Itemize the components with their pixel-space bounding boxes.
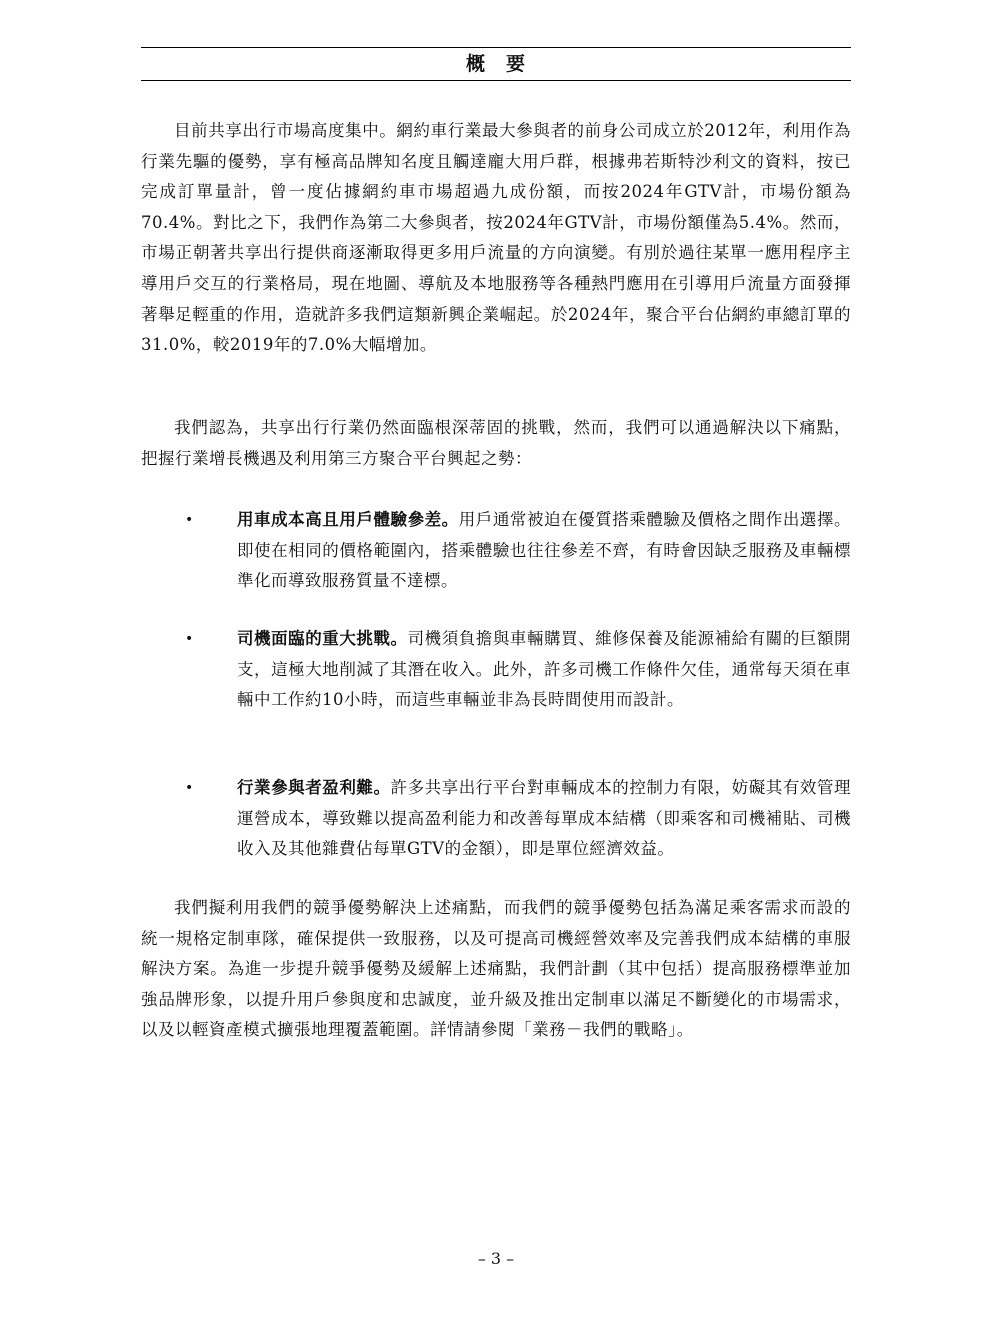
bullet-heading: 行業參與者盈利難。 <box>237 778 391 797</box>
paragraph-market-concentration: 目前共享出行市場高度集中。網約車行業最大參與者的前身公司成立於2012年，利用作為行業先驅的優勢，享有極高品牌知名度且觸達龐大用戶群，根據弗若斯特沙利文的資料，按已完成訂單量計，曾一度佔據網約車市場超過九成份額，而按2024年GTV計，市場份額為70.4%。對比之下，我們作為第二大參與者，按2024年GTV計，市場份額僅為5.4%。然而，市場正朝著共享出行提供商逐漸取得更多用戶流量的方向演變。有別於過往某單一應用程序主導用戶交互的行業格局，現在地圖、導航及本地服務等各種熱門應用在引導用戶流量方面發揮著舉足輕重的作用，造就許多我們這類新興企業崛起。於2024年，聚合平台佔網約車總訂單的31.0%，較2019年的7.0%大幅增加。 <box>141 121 851 355</box>
bullet-text: 用戶通常被迫在優質搭乘體驗及價格之間作出選擇。即使在相同的價格範圍內，搭乘體驗也往往參差不齊，有時會因缺乏服務及車輛標準化而導致服務質量不達標。 <box>237 510 852 591</box>
bullet-heading: 用車成本高且用戶體驗參差。 <box>237 510 459 529</box>
bullet-item-profitability <box>141 773 851 865</box>
bullet-icon: • <box>185 631 194 647</box>
bullet-icon: • <box>185 780 194 796</box>
header-bottom-rule <box>141 80 851 81</box>
paragraph-strategy: 我們擬利用我們的競爭優勢解決上述痛點，而我們的競爭優勢包括為滿足乘客需求而設的統一規格定制車隊，確保提供一致服務，以及可提高司機經營效率及完善我們成本結構的車服解決方案。為進一步提升競爭優勢及緩解上述痛點，我們計劃（其中包括）提高服務標準並加強品牌形象，以提升用戶參與度和忠誠度，並升級及推出定制車以滿足不斷變化的市場需求，以及以輕資產模式擴張地理覆蓋範圍。詳情請參閱「業務－我們的戰略」。 <box>141 898 851 1040</box>
bullet-body <box>237 505 851 597</box>
bullet-body <box>237 624 851 716</box>
bullet-item-cost-experience <box>141 505 851 597</box>
page-number: – 3 – <box>477 1249 515 1268</box>
page-title: 概 要 <box>465 53 526 75</box>
header-top-rule <box>141 47 851 48</box>
bullet-icon: • <box>185 512 194 528</box>
paragraph-pain-points-intro: 我們認為，共享出行行業仍然面臨根深蒂固的挑戰，然而，我們可以通過解決以下痛點，把握行業增長機遇及利用第三方聚合平台興起之勢： <box>141 418 851 468</box>
bullet-text: 司機須負擔與車輛購買、維修保養及能源補給有關的巨額開支，這極大地削減了其潛在收入。此外，許多司機工作條件欠佳，通常每天須在車輛中工作約10小時，而這些車輛並非為長時間使用而設計。 <box>237 629 852 710</box>
bullet-text: 許多共享出行平台對車輛成本的控制力有限，妨礙其有效管理運營成本，導致難以提高盈利能力和改善每單成本結構（即乘客和司機補貼、司機收入及其他雜費佔每單GTV的金額），即是單位經濟效益。 <box>237 778 852 859</box>
bullet-item-driver-challenges <box>141 624 851 716</box>
bullet-body <box>237 773 851 865</box>
bullet-heading: 司機面臨的重大挑戰。 <box>237 629 408 648</box>
